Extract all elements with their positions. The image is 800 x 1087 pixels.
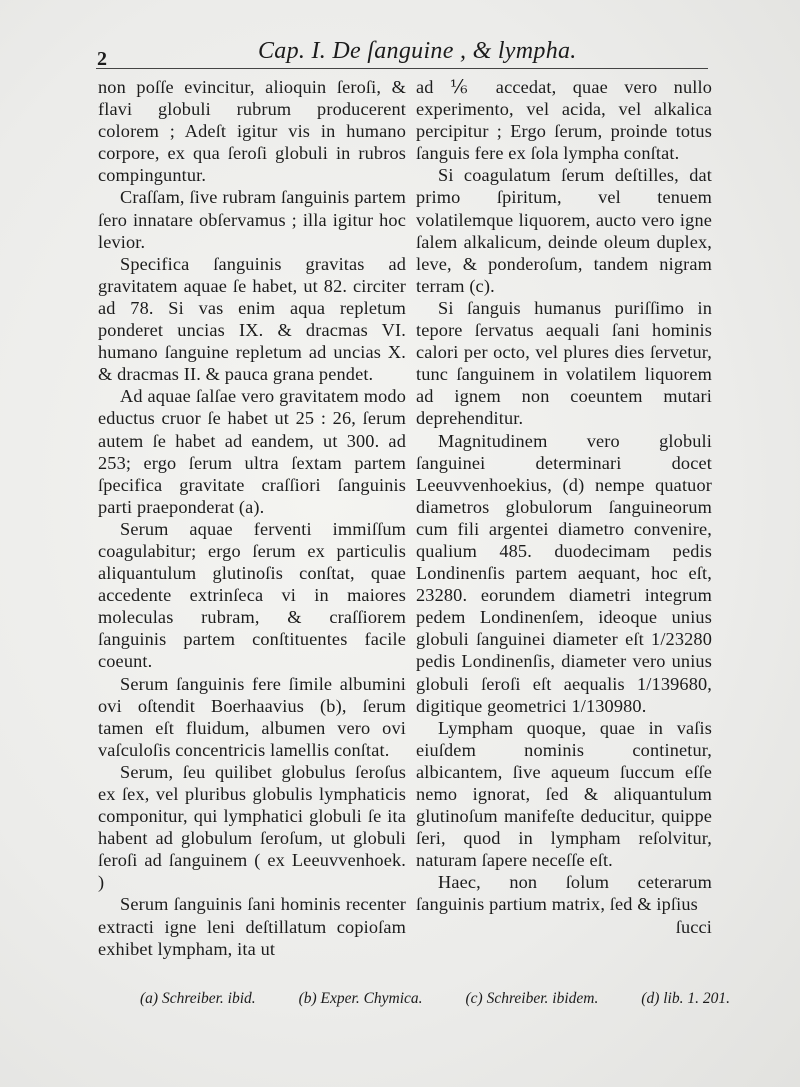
left-column xyxy=(98,76,406,960)
paragraph: Craſſam, ſive rubram ſanguinis partem ſero innatare obſervamus ; illa igitur hoc levior. xyxy=(98,187,406,252)
paragraph: ad ⅙ accedat, quae vero nullo experimento, vel acida, vel alkalica percipitur ; Ergo ſerum, proinde totus ſanguis fere ex ſola lympha conſtat. xyxy=(416,77,712,164)
catchword: ſucci xyxy=(675,916,712,937)
paragraph: Lympham quoque, quae in vaſis eiuſdem nominis continetur, albicantem, ſive aqueum ſuccum eſſe nemo ignorat, ſed & aliquantulum glutinoſum manifeſte deducitur, quippe ſeri, quod in lympham reſolvitur, naturam ſapere neceſſe eſt. xyxy=(416,717,712,871)
paragraph: Ad aquae ſalſae vero gravitatem modo eductus cruor ſe habet ut 25 : 26, ſerum autem ſe habet ad eandem, ut 300. ad 253; ergo ſerum ultra ſextam partem ſpecifica gravitate craſſiori ſanguinis parti praeponderat (a). xyxy=(98,386,406,517)
paragraph: Magnitudinem vero globuli ſanguinei determinari docet Leeuvvenhoekius, (d) nempe quatuor diametros globulorum ſanguineorum cum fili argentei diametro convenire, qualium 485. duodecimam pedis Londinenſis partem aequant, hoc eſt, 23280. eorundem diametri integrum pedem Londinenſem, ideoque unius globuli ſanguinei diameter eſt 1/23280 pedis Londinenſis, diameter vero unius globuli ſeroſi eſt aequalis 1/139680, digitique geometrici 1/130980. xyxy=(416,430,712,716)
paragraph: Si ſanguis humanus puriſſimo in tepore ſervatus aequali ſani hominis calori per octo, vel plures dies ſervetur, tunc ſanguinem in volatilem liquorem ad ignem non coeuntem mutari deprehenditur. xyxy=(416,297,712,429)
paragraph: Specifica ſanguinis gravitas ad gravitatem aquae ſe habet, ut 82. circiter ad 78. Si vas enim aqua repletum ponderet uncias IX. & dracmas VI. humano ſanguine repletum ad uncias X. & dracmas II. & pauca grana pendet. xyxy=(98,253,406,385)
paragraph: non poſſe evincitur, alioquin ſeroſi, & flavi globuli rubrum producerent colorem ; Adeſt igitur vis in humano corpore, ex qua ſeroſi globuli in rubros compinguntur. xyxy=(98,77,406,186)
footnote-a: (a) Schreiber. ibid. xyxy=(140,990,256,1007)
paragraph: Serum ſanguinis ſani hominis recenter extracti igne leni deſtillatum copioſam exhibet lympham, ita ut xyxy=(98,894,406,959)
paragraph: Serum ſanguinis fere ſimile albumini ovi oſtendit Boerhaavius (b), ſerum tamen eſt fluidum, albumen vero ovi vaſculoſis concentricis lamellis conſtat. xyxy=(98,673,406,760)
footnotes xyxy=(140,990,730,1008)
footnote-c: (c) Schreiber. ibidem. xyxy=(465,990,599,1007)
paragraph: Serum aquae ferventi immiſſum coagulabitur; ergo ſerum ex particulis aliquantulum glutinoſis conſtat, quae accedente extrinſeca vi in maiores moleculas rubram, & craſſiorem ſanguinis partem conſtituentes facile coeunt. xyxy=(98,518,406,672)
header-rule xyxy=(96,68,708,69)
footnote-d: (d) lib. 1. 201. xyxy=(641,990,730,1007)
paragraph: Si coagulatum ſerum deſtilles, dat primo ſpiritum, vel tenuem volatilemque liquorem, aucto vero igne ſalem alkalicum, deinde oleum duplex, leve, & ponderoſum, tandem nigram terram (c). xyxy=(416,165,712,296)
paragraph: Haec, non ſolum ceterarum ſanguinis partium matrix, ſed & ipſius xyxy=(416,872,712,915)
page-number: 2 xyxy=(97,48,107,70)
footnote-b: (b) Exper. Chymica. xyxy=(298,990,423,1007)
running-title: Cap. I. De ſanguine , & lympha. xyxy=(258,38,577,64)
right-column xyxy=(416,76,712,938)
paragraph: Serum, ſeu quilibet globulus ſeroſus ex ſex, vel pluribus globulis lymphaticis componitur, qui lymphatici globuli ſe ita habent ad globulum ſeroſum, ut globuli ſeroſi ad ſanguinem ( ex Leeuvvenhoek. ) xyxy=(98,761,406,893)
